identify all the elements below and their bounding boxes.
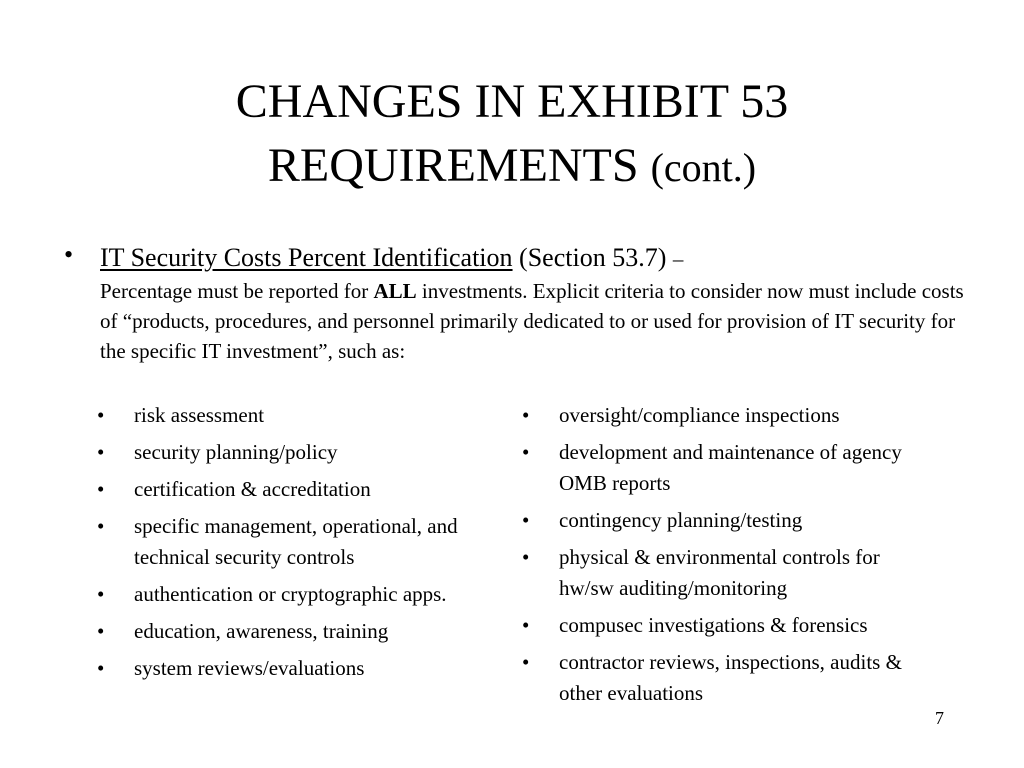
dash: – — [672, 247, 684, 271]
list-item — [97, 474, 497, 505]
list-item — [522, 542, 922, 604]
list-item-text: education, awareness, training — [134, 619, 389, 643]
bullet-symbol: • — [97, 440, 105, 464]
bullet-symbol: • — [522, 613, 530, 637]
slide-title — [0, 70, 1024, 200]
list-item — [97, 400, 497, 431]
page-number: 7 — [935, 708, 944, 728]
bullet-symbol: • — [97, 656, 105, 680]
section-reference: (Section 53.7) — [512, 243, 673, 272]
bullet-symbol: • — [522, 440, 530, 464]
list-item-text: physical & environmental controls for hw/sw auditing/monitoring — [559, 545, 880, 600]
bullet-symbol: • — [97, 403, 105, 427]
list-item-text: oversight/compliance inspections — [559, 403, 840, 427]
bullet-symbol: • — [522, 650, 530, 674]
bullet-symbol: • — [522, 403, 530, 427]
right-column-list — [522, 400, 922, 715]
bold-word: ALL — [373, 279, 417, 303]
list-item-text: authentication or cryptographic apps. — [134, 582, 447, 606]
list-item — [97, 653, 497, 684]
bullet-symbol: • — [97, 582, 105, 606]
list-item-text: contractor reviews, inspections, audits & other evaluations — [559, 650, 902, 705]
bullet-symbol: • — [97, 514, 105, 538]
bullet-symbol: • — [97, 477, 105, 501]
text-after-bold: investments. Explicit criteria to consider now must include costs of “products, procedures, and personnel primarily dedicated to or used for provision of IT security for the specific IT investment”, such as: — [100, 279, 964, 363]
list-item — [97, 437, 497, 468]
list-item-text: development and maintenance of agency OMB reports — [559, 440, 902, 495]
list-item-text: certification & accreditation — [134, 477, 371, 501]
list-item — [522, 610, 922, 641]
left-column-list — [97, 400, 497, 690]
title-line-1: CHANGES IN EXHIBIT 53 — [235, 75, 789, 128]
heading-underlined: IT Security Costs Percent Identification — [100, 243, 513, 272]
main-bullet — [64, 240, 964, 366]
title-line-2-main: REQUIREMENTS — [267, 139, 651, 192]
list-item — [97, 511, 497, 573]
list-item — [522, 437, 922, 499]
bullet-symbol: • — [97, 619, 105, 643]
list-item-text: system reviews/evaluations — [134, 656, 365, 680]
list-item-text: compusec investigations & forensics — [559, 613, 868, 637]
text-before-bold: Percentage must be reported for — [100, 279, 374, 303]
title-line-2 — [0, 134, 1024, 200]
main-bullet-heading — [100, 243, 673, 272]
list-item — [522, 647, 922, 709]
list-item — [97, 616, 497, 647]
list-item-text: specific management, operational, and technical security controls — [134, 514, 458, 569]
list-item-text: contingency planning/testing — [559, 508, 803, 532]
bullet-symbol: • — [64, 240, 74, 269]
list-item — [522, 505, 922, 536]
list-item — [522, 400, 922, 431]
bullet-symbol: • — [522, 545, 530, 569]
list-item-text: security planning/policy — [134, 440, 338, 464]
main-bullet-body — [100, 240, 964, 366]
list-item-text: risk assessment — [134, 403, 265, 427]
title-line-2-cont: (cont.) — [650, 145, 757, 190]
list-item — [97, 579, 497, 610]
bullet-symbol: • — [522, 508, 530, 532]
